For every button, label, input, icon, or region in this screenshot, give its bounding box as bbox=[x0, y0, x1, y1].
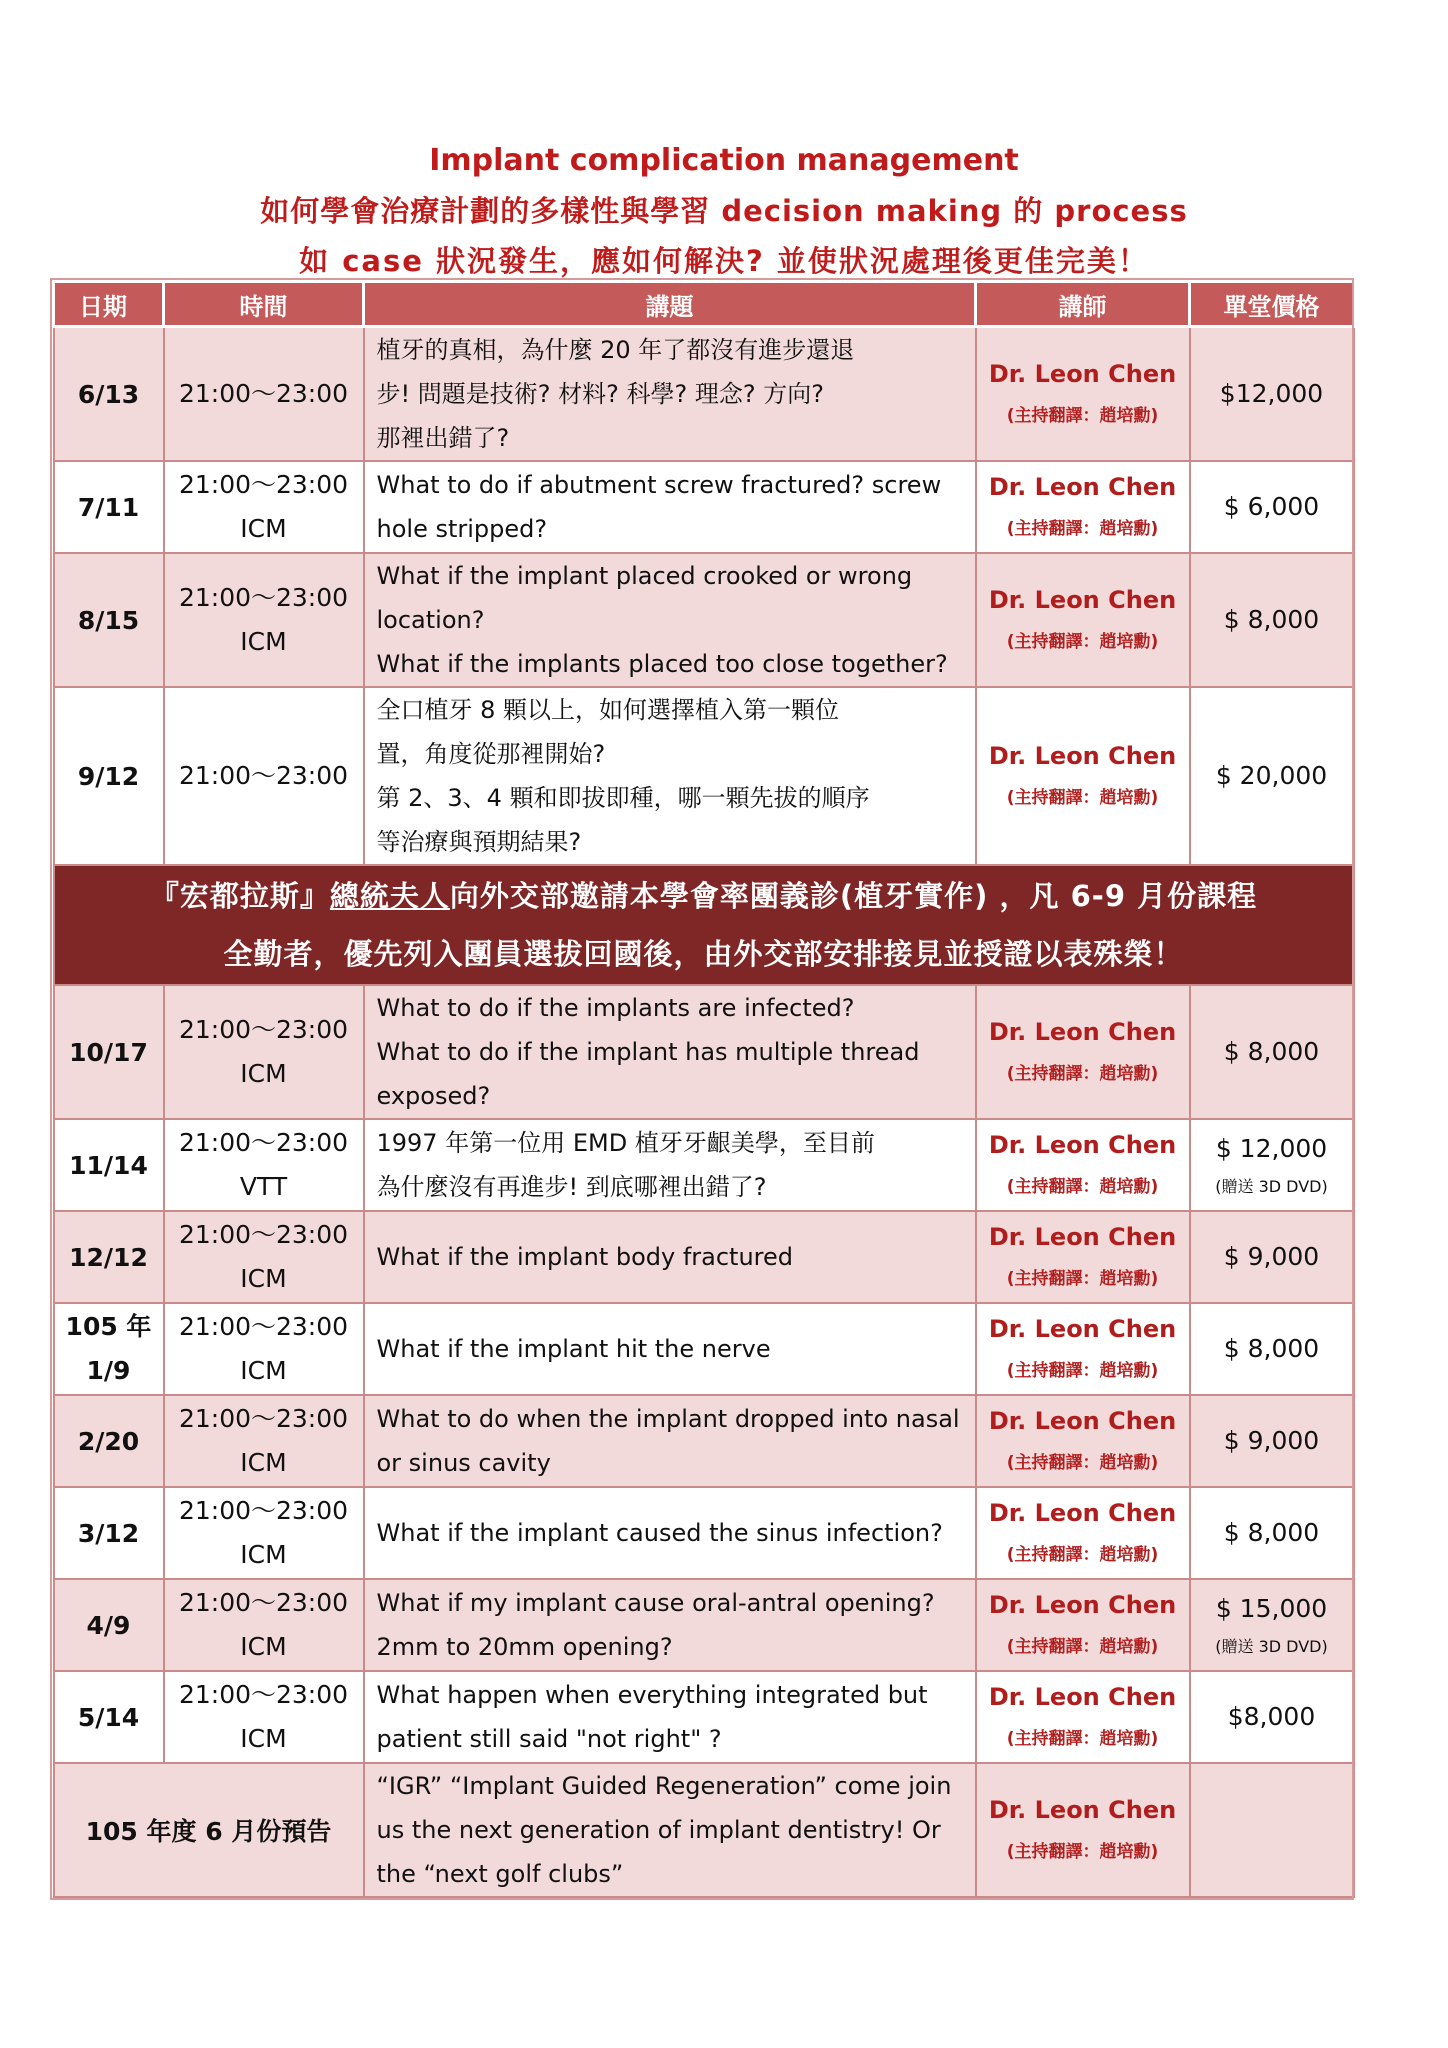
header-date: 日期 bbox=[54, 282, 164, 327]
price-value: $ 8,000 bbox=[1223, 1334, 1320, 1363]
price-gift-note: (贈送 3D DVD) bbox=[1215, 1177, 1328, 1196]
session-code: ICM bbox=[240, 514, 287, 543]
session-year: 105 年 bbox=[65, 1312, 152, 1341]
session-price bbox=[1190, 1303, 1354, 1395]
session-lecturer bbox=[976, 1671, 1190, 1763]
session-time-range: 21:00～23:00 bbox=[178, 1404, 349, 1433]
topic-line: 2mm to 20mm opening? bbox=[376, 1633, 673, 1661]
topic-line: What to do if the implant has multiple thread bbox=[376, 1038, 920, 1066]
session-date: 10/17 bbox=[54, 985, 164, 1119]
topic-line: What happen when everything integrated but bbox=[376, 1681, 928, 1709]
lecturer-translator: (主持翻譯：趙培勳) bbox=[1006, 1453, 1159, 1473]
topic-line: 置，角度從那裡開始? bbox=[376, 740, 606, 768]
topic-line: What to do if the implants are infected? bbox=[376, 994, 855, 1022]
topic-line: 全口植牙 8 顆以上，如何選擇植入第一顆位 bbox=[376, 696, 840, 724]
announcement-banner bbox=[54, 865, 1354, 985]
topic-line: or sinus cavity bbox=[376, 1449, 551, 1477]
session-time bbox=[164, 1487, 364, 1579]
session-time bbox=[164, 985, 364, 1119]
session-code: ICM bbox=[240, 1632, 287, 1661]
session-code: ICM bbox=[240, 1540, 287, 1569]
session-code: ICM bbox=[240, 627, 287, 656]
session-date: 105 年度 6 月份預告 bbox=[54, 1763, 364, 1897]
price-value: $ 8,000 bbox=[1223, 1518, 1320, 1547]
session-price bbox=[1190, 985, 1354, 1119]
session-time bbox=[164, 1303, 364, 1395]
header-price: 單堂價格 bbox=[1190, 282, 1354, 327]
topic-line: What if the implant caused the sinus infection? bbox=[376, 1519, 943, 1547]
lecturer-name: Dr. Leon Chen bbox=[988, 1591, 1177, 1619]
session-lecturer bbox=[976, 1303, 1190, 1395]
session-price bbox=[1190, 1671, 1354, 1763]
course-title: Implant complication management bbox=[429, 143, 1019, 178]
table-row bbox=[54, 1487, 1354, 1579]
course-subtitle: 如何學會治療計劃的多樣性與學習 decision making 的 process bbox=[260, 194, 1188, 228]
lecturer-translator: (主持翻譯：趙培勳) bbox=[1006, 632, 1159, 652]
topic-line: What to do when the implant dropped into nasal bbox=[376, 1405, 960, 1433]
topic-line: 1997 年第一位用 EMD 植牙牙齦美學，至目前 bbox=[376, 1129, 875, 1157]
session-price bbox=[1190, 1119, 1354, 1211]
table-row bbox=[54, 985, 1354, 1119]
lecturer-translator: (主持翻譯：趙培勳) bbox=[1006, 1269, 1159, 1289]
session-date: 8/15 bbox=[54, 553, 164, 687]
lecturer-name: Dr. Leon Chen bbox=[988, 1499, 1177, 1527]
session-lecturer bbox=[976, 1763, 1190, 1897]
price-value: $8,000 bbox=[1227, 1702, 1316, 1731]
session-time-range: 21:00～23:00 bbox=[178, 761, 349, 790]
session-day: 1/9 bbox=[86, 1356, 131, 1385]
schedule-table bbox=[52, 280, 1352, 1898]
table-row bbox=[54, 461, 1354, 553]
topic-line: patient still said "not right" ? bbox=[376, 1725, 722, 1753]
session-topic bbox=[364, 1487, 976, 1579]
session-topic bbox=[364, 1671, 976, 1763]
header-lecturer: 講師 bbox=[976, 282, 1190, 327]
session-code: ICM bbox=[240, 1448, 287, 1477]
price-value: $ 8,000 bbox=[1223, 605, 1320, 634]
session-code: ICM bbox=[240, 1356, 287, 1385]
session-date: 2/20 bbox=[54, 1395, 164, 1487]
table-header-row bbox=[54, 282, 1354, 327]
lecturer-translator: (主持翻譯：趙培勳) bbox=[1006, 1545, 1159, 1565]
topic-line: What if the implant placed crooked or wrong bbox=[376, 562, 913, 590]
session-code: VTT bbox=[239, 1172, 288, 1201]
lecturer-translator: (主持翻譯：趙培勳) bbox=[1006, 1064, 1159, 1084]
lecturer-name: Dr. Leon Chen bbox=[988, 1796, 1177, 1824]
session-code: ICM bbox=[240, 1059, 287, 1088]
table-row bbox=[54, 553, 1354, 687]
price-value: $ 20,000 bbox=[1215, 761, 1328, 790]
session-price bbox=[1190, 1579, 1354, 1671]
lecturer-name: Dr. Leon Chen bbox=[988, 1131, 1177, 1159]
session-date: 6/13 bbox=[54, 327, 164, 462]
session-date: 5/14 bbox=[54, 1671, 164, 1763]
lecturer-translator: (主持翻譯：趙培勳) bbox=[1006, 1637, 1159, 1657]
session-lecturer bbox=[976, 553, 1190, 687]
session-time bbox=[164, 1395, 364, 1487]
session-time-range: 21:00～23:00 bbox=[178, 1496, 349, 1525]
session-time bbox=[164, 1211, 364, 1303]
session-topic bbox=[364, 1119, 976, 1211]
topic-line: 等治療與預期結果? bbox=[376, 828, 582, 856]
session-time bbox=[164, 1671, 364, 1763]
topic-line: What if the implants placed too close together? bbox=[376, 650, 948, 678]
session-lecturer bbox=[976, 327, 1190, 462]
lecturer-translator: (主持翻譯：趙培勳) bbox=[1006, 1177, 1159, 1197]
session-lecturer bbox=[976, 461, 1190, 553]
session-time bbox=[164, 687, 364, 865]
page-titles bbox=[0, 136, 1448, 286]
session-topic bbox=[364, 327, 976, 462]
price-gift-note: (贈送 3D DVD) bbox=[1215, 1637, 1328, 1656]
session-topic bbox=[364, 1395, 976, 1487]
lecturer-name: Dr. Leon Chen bbox=[988, 1018, 1177, 1046]
session-time-range: 21:00～23:00 bbox=[178, 1680, 349, 1709]
table-row bbox=[54, 1671, 1354, 1763]
lecturer-translator: (主持翻譯：趙培勳) bbox=[1006, 519, 1159, 539]
session-price bbox=[1190, 1395, 1354, 1487]
session-time-range: 21:00～23:00 bbox=[178, 379, 349, 408]
table-row bbox=[54, 1395, 1354, 1487]
table-row bbox=[54, 1763, 1354, 1897]
session-topic bbox=[364, 461, 976, 553]
session-lecturer bbox=[976, 985, 1190, 1119]
session-lecturer bbox=[976, 1395, 1190, 1487]
session-date: 12/12 bbox=[54, 1211, 164, 1303]
lecturer-name: Dr. Leon Chen bbox=[988, 586, 1177, 614]
banner-text-first-lady: 總統夫人 bbox=[329, 879, 450, 913]
lecturer-translator: (主持翻譯：趙培勳) bbox=[1006, 1842, 1159, 1862]
price-value: $ 8,000 bbox=[1223, 1037, 1320, 1066]
session-topic bbox=[364, 985, 976, 1119]
topic-line: 步! 問題是技術? 材料? 科學? 理念? 方向? bbox=[376, 380, 824, 408]
session-price bbox=[1190, 687, 1354, 865]
session-date: 4/9 bbox=[54, 1579, 164, 1671]
lecturer-translator: (主持翻譯：趙培勳) bbox=[1006, 1361, 1159, 1381]
session-time bbox=[164, 1579, 364, 1671]
banner-text-country: 『宏都拉斯』 bbox=[149, 879, 330, 913]
price-value: $ 9,000 bbox=[1223, 1242, 1320, 1271]
session-lecturer bbox=[976, 687, 1190, 865]
session-date: 11/14 bbox=[54, 1119, 164, 1211]
table-row bbox=[54, 1579, 1354, 1671]
lecturer-name: Dr. Leon Chen bbox=[988, 1683, 1177, 1711]
session-lecturer bbox=[976, 1579, 1190, 1671]
price-value: $ 15,000 bbox=[1215, 1594, 1328, 1623]
session-time bbox=[164, 327, 364, 462]
lecturer-name: Dr. Leon Chen bbox=[988, 742, 1177, 770]
session-price bbox=[1190, 553, 1354, 687]
session-topic bbox=[364, 1763, 976, 1897]
price-value: $ 9,000 bbox=[1223, 1426, 1320, 1455]
topic-line: hole stripped? bbox=[376, 515, 548, 543]
topic-line: 為什麼沒有再進步! 到底哪裡出錯了? bbox=[376, 1173, 767, 1201]
topic-line: location? bbox=[376, 606, 485, 634]
header-time: 時間 bbox=[164, 282, 364, 327]
lecturer-name: Dr. Leon Chen bbox=[988, 1407, 1177, 1435]
banner-text-attendance: 全勤者，優先列入團員選拔回國後，由外交部安排接見並授證以表殊榮！ bbox=[223, 937, 1184, 971]
session-date: 9/12 bbox=[54, 687, 164, 865]
session-price bbox=[1190, 461, 1354, 553]
session-time-range: 21:00～23:00 bbox=[178, 1128, 349, 1157]
topic-line: 植牙的真相，為什麼 20 年了都沒有進步還退 bbox=[376, 336, 855, 364]
session-date: 3/12 bbox=[54, 1487, 164, 1579]
table-row bbox=[54, 1211, 1354, 1303]
topic-line: us the next generation of implant dentistry! Or bbox=[376, 1816, 941, 1844]
topic-line: What if my implant cause oral-antral opening? bbox=[376, 1589, 935, 1617]
lecturer-name: Dr. Leon Chen bbox=[988, 360, 1177, 388]
topic-line: What if the implant hit the nerve bbox=[376, 1335, 771, 1363]
price-value: $ 12,000 bbox=[1215, 1134, 1328, 1163]
session-topic bbox=[364, 553, 976, 687]
price-value: $ 6,000 bbox=[1223, 492, 1320, 521]
table-row bbox=[54, 687, 1354, 865]
session-topic bbox=[364, 1303, 976, 1395]
session-lecturer bbox=[976, 1119, 1190, 1211]
session-price bbox=[1190, 1487, 1354, 1579]
session-price bbox=[1190, 327, 1354, 462]
topic-line: 第 2、3、4 顆和即拔即種，哪一顆先拔的順序 bbox=[376, 784, 870, 812]
table-row bbox=[54, 1119, 1354, 1211]
session-code: ICM bbox=[240, 1264, 287, 1293]
session-date: 7/11 bbox=[54, 461, 164, 553]
topic-line: exposed? bbox=[376, 1082, 491, 1110]
session-time-range: 21:00～23:00 bbox=[178, 1220, 349, 1249]
header-topic: 講題 bbox=[364, 282, 976, 327]
session-topic bbox=[364, 1211, 976, 1303]
session-lecturer bbox=[976, 1211, 1190, 1303]
session-time-range: 21:00～23:00 bbox=[178, 470, 349, 499]
session-lecturer bbox=[976, 1487, 1190, 1579]
session-time bbox=[164, 553, 364, 687]
topic-line: What to do if abutment screw fractured? screw bbox=[376, 471, 942, 499]
lecturer-name: Dr. Leon Chen bbox=[988, 1223, 1177, 1251]
topic-line: What if the implant body fractured bbox=[376, 1243, 794, 1271]
session-time-range: 21:00～23:00 bbox=[178, 1312, 349, 1341]
session-time-range: 21:00～23:00 bbox=[178, 1015, 349, 1044]
session-topic bbox=[364, 687, 976, 865]
banner-row bbox=[54, 865, 1354, 985]
lecturer-translator: (主持翻譯：趙培勳) bbox=[1006, 788, 1159, 808]
table-row bbox=[54, 327, 1354, 462]
session-time-range: 21:00～23:00 bbox=[178, 1588, 349, 1617]
banner-text-invitation: 向外交部邀請本學會率團義診(植牙實作) ，凡 6-9 月份課程 bbox=[449, 879, 1258, 913]
lecturer-name: Dr. Leon Chen bbox=[988, 473, 1177, 501]
price-value: $12,000 bbox=[1219, 379, 1324, 408]
topic-line: 那裡出錯了? bbox=[376, 424, 510, 452]
session-date bbox=[54, 1303, 164, 1395]
lecturer-name: Dr. Leon Chen bbox=[988, 1315, 1177, 1343]
table-row bbox=[54, 1303, 1354, 1395]
topic-line: “IGR” “Implant Guided Regeneration” come join bbox=[376, 1772, 952, 1800]
session-time bbox=[164, 461, 364, 553]
session-topic bbox=[364, 1579, 976, 1671]
session-price bbox=[1190, 1763, 1354, 1897]
course-tagline: 如 case 狀況發生，應如何解決? 並使狀況處理後更佳完美！ bbox=[299, 244, 1149, 278]
session-time-range: 21:00～23:00 bbox=[178, 583, 349, 612]
topic-line: the “next golf clubs” bbox=[376, 1860, 624, 1888]
session-price bbox=[1190, 1211, 1354, 1303]
lecturer-translator: (主持翻譯：趙培勳) bbox=[1006, 1729, 1159, 1749]
lecturer-translator: (主持翻譯：趙培勳) bbox=[1006, 406, 1159, 426]
session-code: ICM bbox=[240, 1724, 287, 1753]
session-time bbox=[164, 1119, 364, 1211]
